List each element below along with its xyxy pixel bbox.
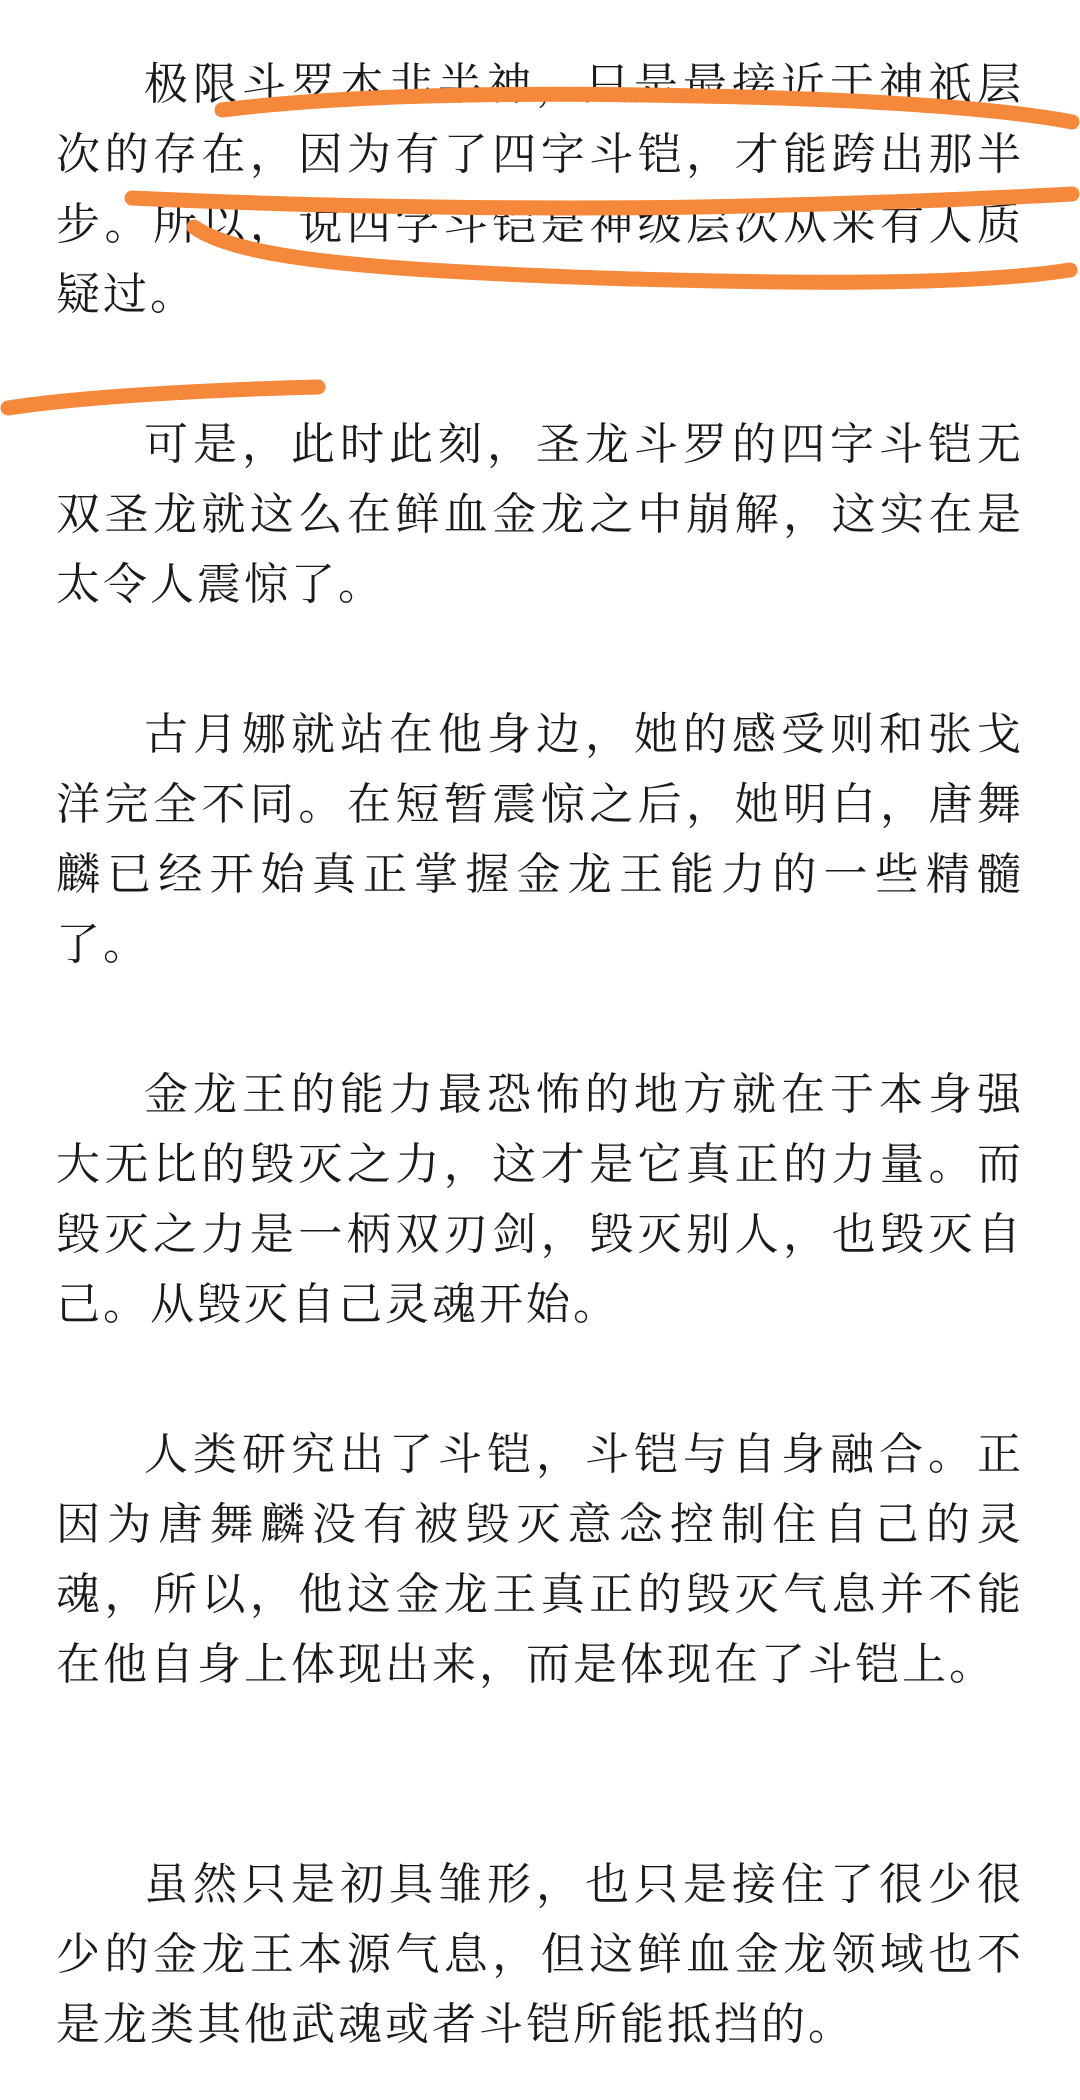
paragraph-3: 古月娜就站在他身边，她的感受则和张戈洋完全不同。在短暂震惊之后，她明白，唐舞麟已经开始真正掌握金龙王能力的一些精髓了。 bbox=[56, 709, 1024, 970]
paragraph-1: 极限斗罗本非半神，只是最接近于神祇层次的存在，因为有了四字斗铠，才能跨出那半步。所以，说四字斗铠是神级层次从来有人质疑过。 bbox=[56, 59, 1024, 320]
paragraph-6: 虽然只是初具雏形，也只是接住了很少很少的金龙王本源气息，但这鲜血金龙领域也不是龙类其他武魂或者斗铠所能抵挡的。 bbox=[56, 1859, 1024, 2050]
paragraph-4: 金龙王的能力最恐怖的地方就在于本身强大无比的毁灭之力，这才是它真正的力量。而毁灭之力是一柄双刃剑，毁灭别人，也毁灭自己。从毁灭自己灵魂开始。 bbox=[56, 1069, 1024, 1330]
highlight-stroke-4 bbox=[8, 387, 318, 408]
paragraph-5: 人类研究出了斗铠，斗铠与自身融合。正因为唐舞麟没有被毁灭意念控制住自己的灵魂，所以，他这金龙王真正的毁灭气息并不能在他自身上体现出来，而是体现在了斗铠上。 bbox=[56, 1429, 1024, 1690]
paragraph-2: 可是，此时此刻，圣龙斗罗的四字斗铠无双圣龙就这么在鲜血金龙之中崩解，这实在是太令人震惊了。 bbox=[56, 419, 1024, 610]
